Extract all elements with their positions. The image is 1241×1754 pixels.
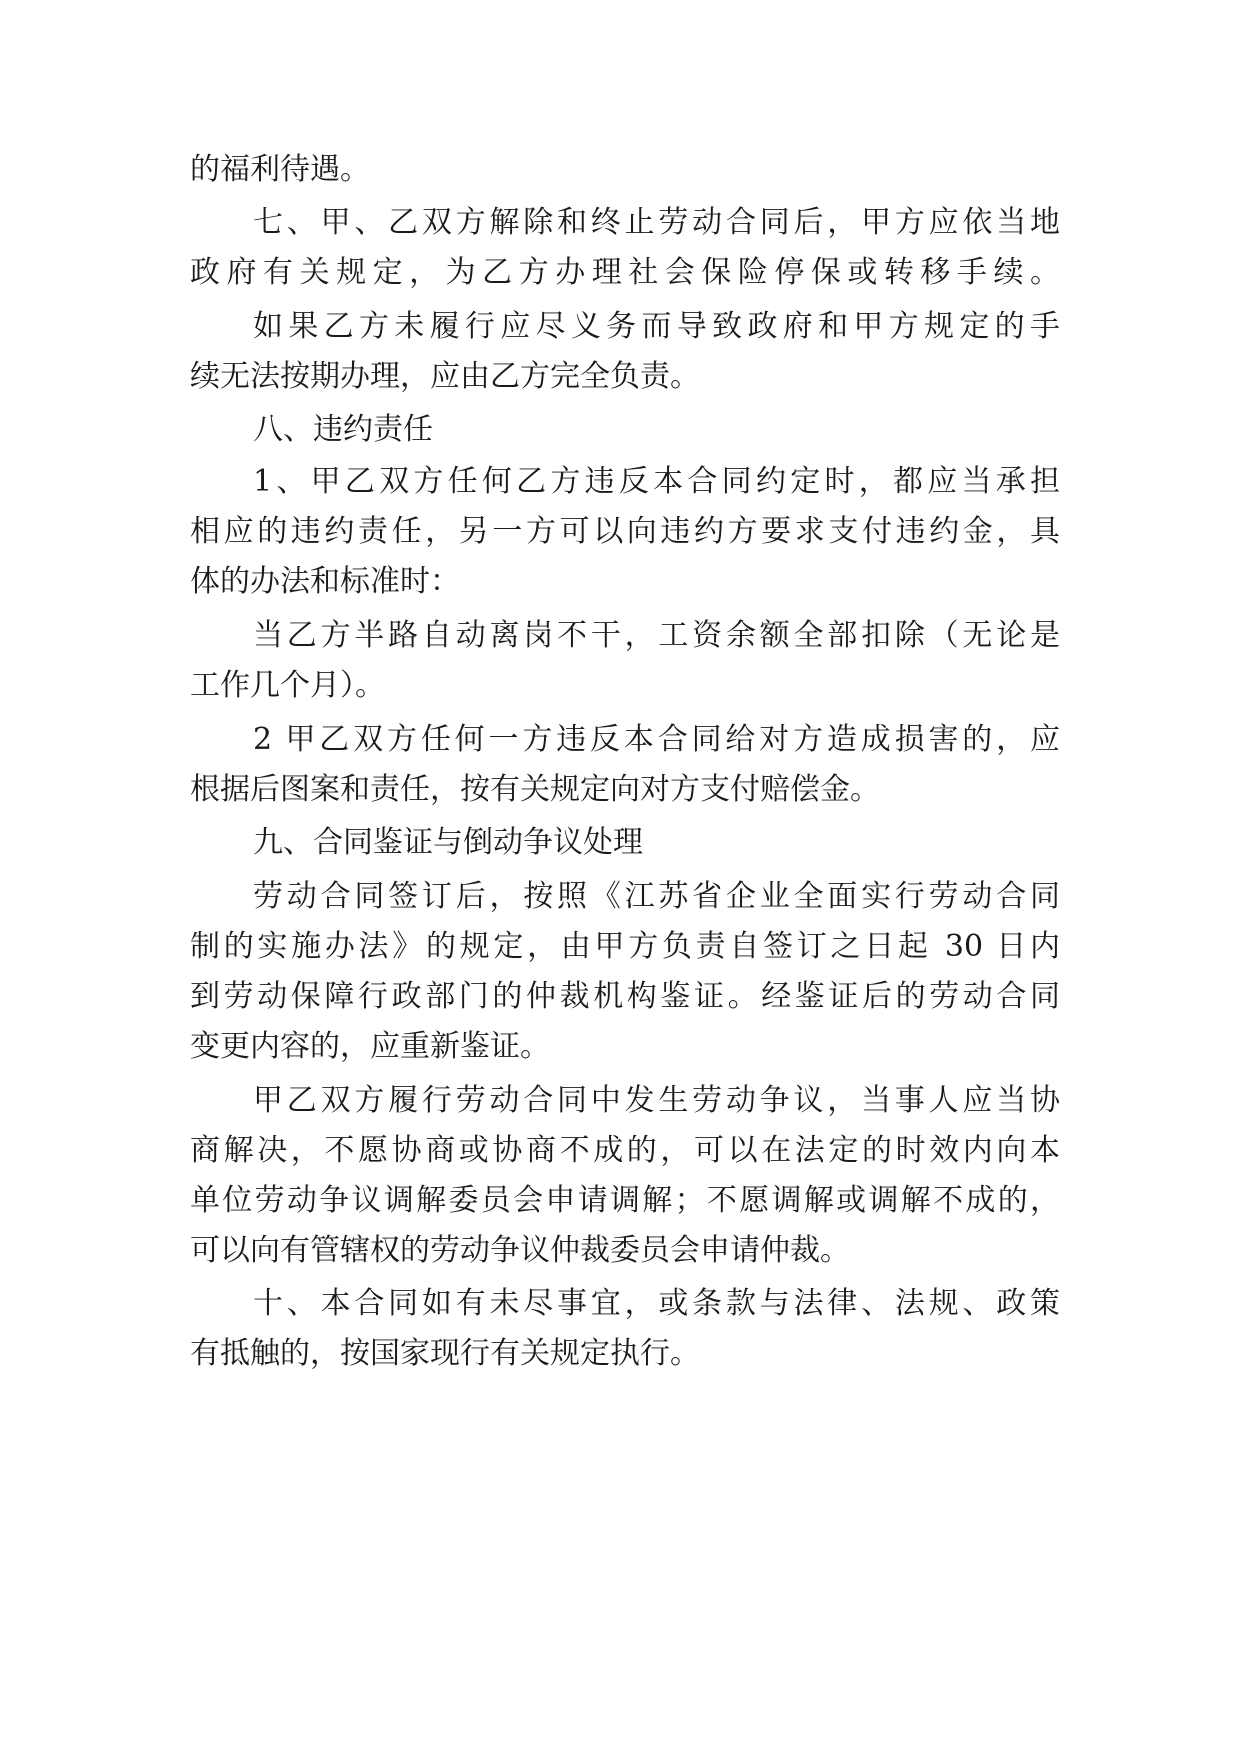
section-heading: 九、合同鉴证与倒动争议处理 (253, 825, 643, 860)
text-line: 1、甲乙双方任何乙方违反本合同约定时，都应当承担 (253, 464, 1060, 499)
text-line: 十、本合同如有未尽事宜，或条款与法律、法规、政策 (253, 1286, 1060, 1321)
text-line: 续无法按期办理，应由乙方完全负责。 (190, 359, 700, 394)
section-heading: 八、违约责任 (253, 412, 433, 447)
text-line: 劳动合同签订后，按照《江苏省企业全面实行劳动合同 (253, 879, 1060, 914)
text-line: 相应的违约责任，另一方可以向违约方要求支付违约金，具 (190, 514, 1060, 549)
text-line: 单位劳动争议调解委员会申请调解；不愿调解或调解不成的， (190, 1183, 1060, 1218)
text-line: 工作几个月）。 (190, 668, 385, 703)
text-line: 政府有关规定，为乙方办理社会保险停保或转移手续。 (190, 255, 1060, 290)
text-line: 如果乙方未履行应尽义务而导致政府和甲方规定的手 (253, 309, 1060, 344)
text-line: 有抵触的，按国家现行有关规定执行。 (190, 1336, 700, 1371)
text-line: 当乙方半路自动离岗不干，工资余额全部扣除（无论是 (253, 618, 1060, 653)
text-line: 根据后图案和责任，按有关规定向对方支付赔偿金。 (190, 772, 880, 807)
text-line: 体的办法和标准时： (190, 564, 460, 599)
text-line: 商解决，不愿协商或协商不成的，可以在法定的时效内向本 (190, 1133, 1060, 1168)
text-line: 的福利待遇。 (190, 152, 370, 187)
text-line: 可以向有管辖权的劳动争议仲裁委员会申请仲裁。 (190, 1233, 850, 1268)
text-line: 2 甲乙双方任何一方违反本合同给对方造成损害的，应 (253, 722, 1060, 757)
text-line: 七、甲、乙双方解除和终止劳动合同后，甲方应依当地 (253, 205, 1060, 240)
text-line: 制的实施办法》的规定，由甲方负责自签订之日起 30 日内 (190, 929, 1060, 964)
text-line: 甲乙双方履行劳动合同中发生劳动争议，当事人应当协 (253, 1083, 1060, 1118)
text-line: 变更内容的，应重新鉴证。 (190, 1029, 550, 1064)
text-line: 到劳动保障行政部门的仲裁机构鉴证。经鉴证后的劳动合同 (190, 979, 1060, 1014)
